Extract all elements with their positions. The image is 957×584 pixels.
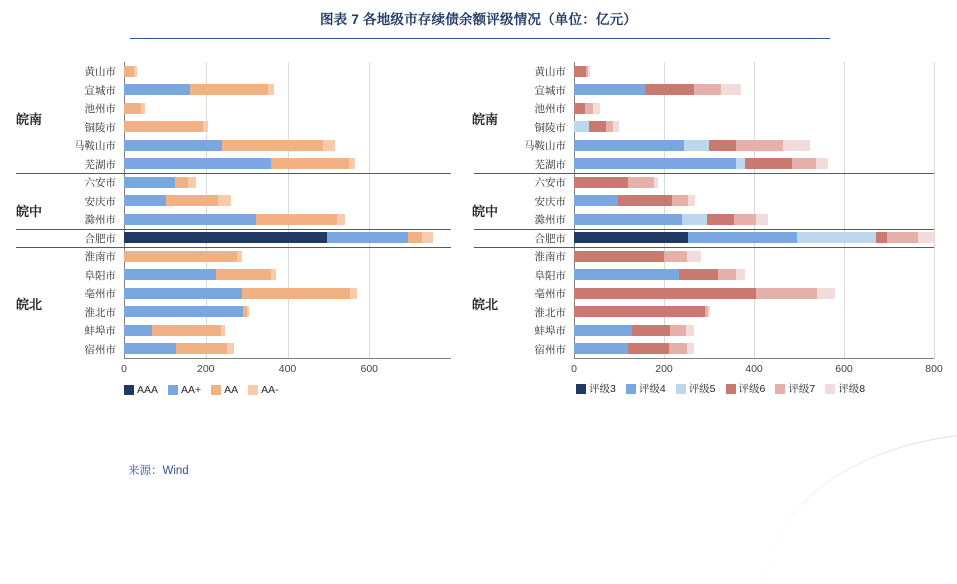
category-label: 亳州市 xyxy=(84,288,116,301)
bar-segment-评级8 xyxy=(918,232,934,243)
bar-segment-AA xyxy=(190,84,268,95)
category-label: 黄山市 xyxy=(84,66,116,79)
bar-segment-AA+ xyxy=(124,343,176,354)
bar-segment-AA xyxy=(256,214,337,225)
bar-segment-评级7 xyxy=(736,140,783,151)
legend-label: AA- xyxy=(261,384,279,396)
group-label-2: 皖北 xyxy=(472,296,499,312)
bar-segment-AA- xyxy=(422,232,433,243)
category-label: 阜阳市 xyxy=(534,269,566,282)
bar-row xyxy=(124,325,451,336)
category-label: 蚌埠市 xyxy=(84,325,116,338)
bar-segment-AA xyxy=(124,66,134,77)
bar-row xyxy=(574,269,934,280)
bar-segment-评级6 xyxy=(574,251,664,262)
legend-label: 评级8 xyxy=(838,383,866,395)
bar-segment-评级7 xyxy=(672,195,688,206)
bar-segment-AA+ xyxy=(124,195,166,206)
bar-segment-评级8 xyxy=(688,195,695,206)
bar-segment-评级6 xyxy=(645,84,695,95)
bar-segment-评级8 xyxy=(756,214,767,225)
category-label: 亳州市 xyxy=(534,288,566,301)
bar-segment-AA+ xyxy=(124,306,243,317)
category-label: 芜湖市 xyxy=(84,158,116,171)
group-separator xyxy=(474,229,934,230)
legend-swatch xyxy=(248,385,258,395)
category-label: 宿州市 xyxy=(534,343,566,356)
bar-segment-AA+ xyxy=(124,269,216,280)
bar-segment-评级7 xyxy=(664,251,687,262)
group-label-2: 皖北 xyxy=(16,296,43,312)
group-label-0: 皖南 xyxy=(472,111,499,127)
bar-row xyxy=(574,84,934,95)
bar-row xyxy=(124,140,451,151)
bar-row xyxy=(124,177,451,188)
bar-row xyxy=(574,325,934,336)
bar-segment-评级8 xyxy=(708,306,710,317)
legend-swatch xyxy=(124,385,134,395)
category-label: 淮北市 xyxy=(84,306,116,319)
bar-segment-AA xyxy=(216,269,271,280)
bar-segment-AA xyxy=(242,288,350,299)
bar-row xyxy=(124,288,451,299)
bar-segment-评级6 xyxy=(574,177,628,188)
category-label: 滁州市 xyxy=(534,214,566,227)
bar-segment-AA xyxy=(408,232,422,243)
x-tick-label: 800 xyxy=(925,363,943,375)
bar-segment-评级6 xyxy=(574,103,585,114)
bar-segment-评级8 xyxy=(687,251,701,262)
legend-label: 评级7 xyxy=(788,383,816,395)
bar-segment-AA xyxy=(175,177,188,188)
bar-segment-评级8 xyxy=(816,158,829,169)
bar-segment-评级7 xyxy=(628,177,654,188)
title-divider xyxy=(130,38,830,39)
bar-segment-AA- xyxy=(268,84,274,95)
category-label: 宣城市 xyxy=(534,84,566,97)
bar-segment-评级7 xyxy=(734,214,757,225)
bar-segment-评级4 xyxy=(574,84,645,95)
group-label-1: 皖中 xyxy=(16,204,43,219)
bar-segment-评级7 xyxy=(669,343,688,354)
bar-segment-评级8 xyxy=(687,343,694,354)
legend-item-评级4[interactable] xyxy=(626,381,666,396)
bar-segment-评级7 xyxy=(585,103,593,114)
category-label: 阜阳市 xyxy=(84,269,116,282)
bar-segment-评级7 xyxy=(887,232,918,243)
bar-segment-评级6 xyxy=(628,343,669,354)
group-separator xyxy=(474,247,934,248)
bar-segment-评级4 xyxy=(574,325,632,336)
bar-segment-AA- xyxy=(349,158,355,169)
chart-title: 图表 7 各地级市存续债余额评级情况（单位：亿元） xyxy=(319,12,637,27)
bar-segment-AA+ xyxy=(327,232,408,243)
bar-segment-评级6 xyxy=(574,306,705,317)
bar-segment-AA- xyxy=(337,214,345,225)
bar-segment-AA- xyxy=(227,343,234,354)
legend-swatch xyxy=(168,385,178,395)
bar-row xyxy=(574,177,934,188)
category-label: 滁州市 xyxy=(84,214,116,227)
bar-segment-评级5 xyxy=(684,140,709,151)
chart-left xyxy=(8,56,463,416)
bar-segment-评级4 xyxy=(574,158,736,169)
bar-row xyxy=(124,103,451,114)
legend-swatch xyxy=(825,384,835,394)
bar-row xyxy=(574,343,934,354)
bar-row xyxy=(124,232,451,243)
bar-segment-AA+ xyxy=(124,158,271,169)
bar-row xyxy=(574,288,934,299)
category-label: 池州市 xyxy=(534,103,566,116)
source-note: 来源：Wind xyxy=(128,465,189,477)
bar-segment-评级8 xyxy=(686,325,694,336)
group-separator xyxy=(16,229,451,230)
legend-item-AA+[interactable] xyxy=(168,384,201,396)
bar-segment-评级8 xyxy=(613,121,619,132)
bar-segment-评级8 xyxy=(593,103,600,114)
bar-segment-AA- xyxy=(134,66,138,77)
category-label: 马鞍山市 xyxy=(74,140,116,153)
bar-segment-评级6 xyxy=(745,158,792,169)
category-label: 铜陵市 xyxy=(534,121,566,134)
bar-segment-评级8 xyxy=(721,84,741,95)
legend-item-评级7[interactable] xyxy=(775,381,815,396)
bar-row xyxy=(124,66,451,77)
bar-segment-评级7 xyxy=(718,269,736,280)
legend-swatch xyxy=(775,384,785,394)
bar-segment-AA- xyxy=(247,306,249,317)
legend-item-AA[interactable] xyxy=(211,384,238,396)
bar-segment-评级8 xyxy=(736,269,744,280)
legend-label: 评级5 xyxy=(688,383,716,395)
bar-row xyxy=(124,306,451,317)
bar-row xyxy=(574,158,934,169)
group-separator xyxy=(16,247,451,248)
category-label: 淮北市 xyxy=(534,306,566,319)
bar-segment-AA xyxy=(152,325,221,336)
bar-row xyxy=(574,66,934,77)
legend-label: 评级6 xyxy=(738,383,766,395)
bar-segment-AA+ xyxy=(124,84,190,95)
group-label-1: 皖中 xyxy=(472,204,499,219)
bar-row xyxy=(124,121,451,132)
x-tick-label: 0 xyxy=(571,363,577,375)
category-label: 铜陵市 xyxy=(84,121,116,134)
category-label: 宿州市 xyxy=(84,343,116,356)
legend-swatch xyxy=(626,384,636,394)
bar-segment-评级7 xyxy=(694,84,721,95)
legend-item-评级6[interactable] xyxy=(726,381,766,396)
bar-segment-AA- xyxy=(218,195,231,206)
bar-segment-评级4 xyxy=(574,343,628,354)
bar-segment-评级8 xyxy=(783,140,810,151)
bar-segment-AA- xyxy=(141,103,145,114)
bar-segment-AA- xyxy=(350,288,357,299)
bar-row xyxy=(574,121,934,132)
legend-swatch xyxy=(576,384,586,394)
category-label: 六安市 xyxy=(534,177,566,190)
legend-label: AA+ xyxy=(181,384,202,396)
bar-row xyxy=(124,158,451,169)
category-label: 黄山市 xyxy=(534,66,566,79)
bar-segment-AA xyxy=(222,140,324,151)
group-separator xyxy=(16,173,451,174)
bar-segment-AA- xyxy=(188,177,196,188)
bar-segment-评级6 xyxy=(589,121,606,132)
x-axis-line xyxy=(574,358,934,359)
bar-segment-评级7 xyxy=(670,325,686,336)
bar-segment-评级4 xyxy=(574,269,679,280)
x-tick-label: 400 xyxy=(278,363,297,375)
category-label: 池州市 xyxy=(84,103,116,116)
bar-row xyxy=(574,195,934,206)
legend-swatch xyxy=(211,385,221,395)
bar-segment-评级6 xyxy=(618,195,672,206)
bar-row xyxy=(574,140,934,151)
bar-segment-AA+ xyxy=(124,325,152,336)
legend-label: 评级4 xyxy=(638,383,666,395)
category-label: 合肥市 xyxy=(534,232,566,245)
legend-swatch xyxy=(726,384,736,394)
legend-label: AA xyxy=(224,384,239,396)
bar-segment-AA- xyxy=(203,121,208,132)
bar-row xyxy=(574,251,934,262)
legend-label: 评级3 xyxy=(589,383,616,395)
bar-row xyxy=(124,84,451,95)
bar-segment-评级5 xyxy=(682,214,707,225)
category-label: 淮南市 xyxy=(534,251,566,264)
x-tick-label: 200 xyxy=(196,363,215,375)
bar-segment-评级7 xyxy=(606,121,613,132)
bar-segment-评级5 xyxy=(797,232,875,243)
bar-segment-评级6 xyxy=(709,140,736,151)
x-tick-label: 0 xyxy=(121,363,127,375)
legend-item-AA-[interactable] xyxy=(248,384,279,396)
bar-segment-评级5 xyxy=(736,158,745,169)
bar-segment-评级4 xyxy=(574,140,684,151)
bar-segment-AA xyxy=(124,121,203,132)
bar-segment-AA xyxy=(124,251,237,262)
bar-segment-评级6 xyxy=(679,269,719,280)
bar-row xyxy=(124,195,451,206)
bar-segment-评级4 xyxy=(574,214,682,225)
group-separator xyxy=(474,173,934,174)
x-tick-label: 600 xyxy=(360,363,379,375)
legend-item-评级3[interactable] xyxy=(576,381,616,396)
decorative-arc xyxy=(767,433,957,584)
bar-segment-AAA xyxy=(124,232,327,243)
bar-segment-评级6 xyxy=(876,232,887,243)
bar-row xyxy=(124,343,451,354)
bar-segment-评级7 xyxy=(792,158,815,169)
bar-segment-评级8 xyxy=(817,288,835,299)
category-label: 六安市 xyxy=(84,177,116,190)
bar-segment-评级6 xyxy=(707,214,734,225)
bar-row xyxy=(574,214,934,225)
bar-segment-评级6 xyxy=(632,325,670,336)
chart-right xyxy=(468,56,948,416)
bar-segment-AA xyxy=(124,103,141,114)
bar-segment-评级4 xyxy=(574,195,618,206)
group-label-0: 皖南 xyxy=(16,111,43,127)
bar-segment-AA+ xyxy=(124,214,256,225)
x-axis-line xyxy=(124,358,451,359)
category-label: 蚌埠市 xyxy=(534,325,566,338)
bar-segment-AA+ xyxy=(124,288,242,299)
bar-segment-评级6 xyxy=(574,66,586,77)
x-tick-label: 600 xyxy=(835,363,853,375)
bar-row xyxy=(574,306,934,317)
bar-row xyxy=(574,103,934,114)
bar-segment-评级8 xyxy=(588,66,589,77)
legend-item-AAA[interactable] xyxy=(124,384,158,396)
bar-segment-AA xyxy=(176,343,226,354)
category-label: 合肥市 xyxy=(84,232,116,245)
category-label: 宣城市 xyxy=(84,84,116,97)
bar-row xyxy=(124,269,451,280)
bar-segment-AA- xyxy=(271,269,276,280)
bar-segment-AA+ xyxy=(124,140,222,151)
bar-segment-AA+ xyxy=(124,177,175,188)
bar-segment-评级8 xyxy=(654,177,658,188)
bar-segment-AA- xyxy=(323,140,334,151)
category-label: 安庆市 xyxy=(84,195,116,208)
x-tick-label: 400 xyxy=(745,363,763,375)
bar-segment-评级3 xyxy=(574,232,688,243)
bar-row xyxy=(124,251,451,262)
bar-segment-评级5 xyxy=(574,121,589,132)
bar-segment-AA xyxy=(271,158,349,169)
x-tick-label: 200 xyxy=(655,363,673,375)
bar-segment-AA xyxy=(166,195,218,206)
bar-segment-AA- xyxy=(221,325,225,336)
legend-item-评级5[interactable] xyxy=(676,381,716,396)
category-label: 芜湖市 xyxy=(534,158,566,171)
bar-segment-评级6 xyxy=(574,288,756,299)
bar-segment-评级4 xyxy=(688,232,797,243)
legend-label: AAA xyxy=(137,384,159,396)
bar-segment-评级7 xyxy=(756,288,817,299)
legend-left xyxy=(124,384,279,396)
bar-row xyxy=(574,232,934,243)
category-label: 马鞍山市 xyxy=(524,140,566,153)
legend-right xyxy=(576,381,865,396)
legend-swatch xyxy=(676,384,686,394)
legend-item-评级8[interactable] xyxy=(825,381,865,396)
category-label: 安庆市 xyxy=(534,195,566,208)
bar-segment-AA- xyxy=(237,251,241,262)
bar-row xyxy=(124,214,451,225)
category-label: 淮南市 xyxy=(84,251,116,264)
